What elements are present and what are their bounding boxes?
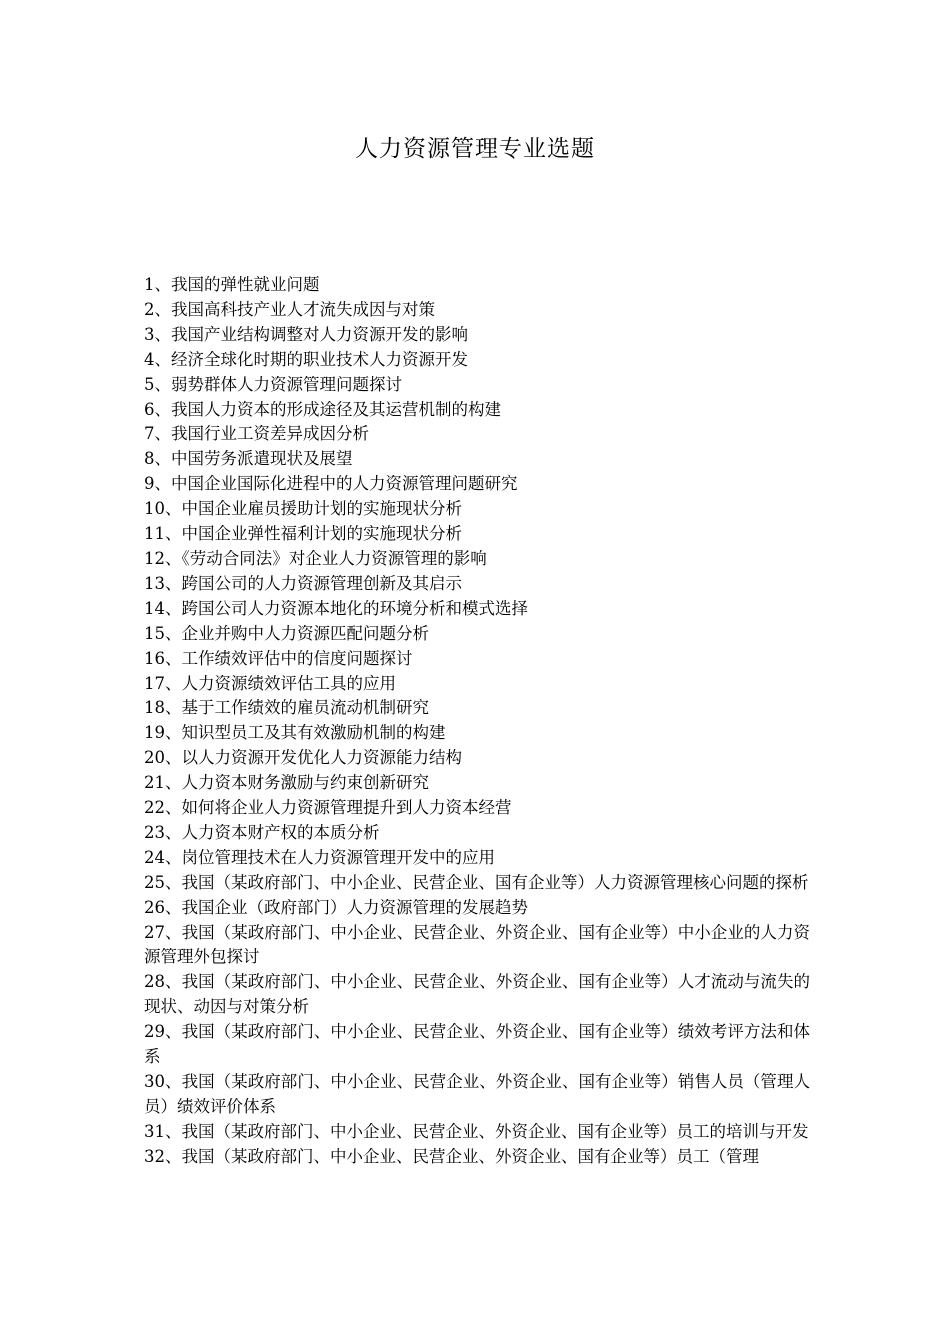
topic-item: 6、我国人力资本的形成途径及其运营机制的构建 [144, 399, 501, 419]
topic-item: 1、我国的弹性就业问题 [144, 275, 320, 294]
topic-item: 11、中国企业弹性福利计划的实施现状分析 [144, 524, 462, 544]
topic-item: 4、经济全球化时期的职业技术人力资源开发 [144, 349, 468, 369]
topic-item: 21、人力资本财务激励与约束创新研究 [144, 773, 429, 793]
topic-item: 20、以人力资源开发优化人力资源能力结构 [144, 748, 462, 768]
topic-item: 22、如何将企业人力资源管理提升到人力资本经营 [144, 798, 512, 818]
topic-item: 29、我国（某政府部门、中小企业、民营企业、外资企业、国有企业等）绩效考评方法和体系 [144, 1022, 810, 1067]
topic-item: 9、中国企业国际化进程中的人力资源管理问题研究 [144, 474, 518, 494]
topic-item: 13、跨国公司的人力资源管理创新及其启示 [144, 573, 462, 593]
topic-item: 12、《劳动合同法》对企业人力资源管理的影响 [144, 548, 487, 568]
topic-item: 26、我国企业（政府部门）人力资源管理的发展趋势 [144, 897, 528, 917]
document-title: 人力资源管理专业选题 [355, 136, 595, 162]
topic-item: 3、我国产业结构调整对人力资源开发的影响 [144, 324, 468, 344]
topic-item: 18、基于工作绩效的雇员流动机制研究 [144, 698, 429, 718]
topic-item: 30、我国（某政府部门、中小企业、民营企业、外资企业、国有企业等）销售人员（管理人员）绩效评价体系 [144, 1072, 810, 1116]
topic-item: 7、我国行业工资差异成因分析 [144, 424, 369, 444]
topic-item: 10、中国企业雇员援助计划的实施现状分析 [144, 499, 462, 519]
topic-item: 19、知识型员工及其有效激励机制的构建 [144, 723, 446, 743]
topic-item: 27、我国（某政府部门、中小企业、民营企业、外资企业、国有企业等）中小企业的人力资源管理外包探讨 [144, 922, 810, 967]
topic-item: 8、中国劳务派遣现状及展望 [144, 449, 353, 469]
topic-item: 32、我国（某政府部门、中小企业、民营企业、外资企业、国有企业等）员工（管理 [144, 1146, 759, 1166]
topic-item: 23、人力资本财产权的本质分析 [144, 822, 380, 842]
topic-item: 24、岗位管理技术在人力资源管理开发中的应用 [144, 847, 495, 867]
topic-item: 14、跨国公司人力资源本地化的环境分析和模式选择 [144, 598, 528, 618]
topic-item: 25、我国（某政府部门、中小企业、民营企业、国有企业等）人力资源管理核心问题的探析 [144, 872, 809, 892]
topic-item: 16、工作绩效评估中的信度问题探讨 [144, 648, 413, 668]
topic-item: 2、我国高科技产业人才流失成因与对策 [144, 299, 435, 319]
topic-item: 28、我国（某政府部门、中小企业、民营企业、外资企业、国有企业等）人才流动与流失的现状、动因与对策分析 [144, 972, 810, 1017]
topic-item: 5、弱势群体人力资源管理问题探讨 [144, 374, 402, 394]
topic-item: 17、人力资源绩效评估工具的应用 [144, 673, 396, 693]
topic-item: 15、企业并购中人力资源匹配问题分析 [144, 623, 429, 643]
topic-item: 31、我国（某政府部门、中小企业、民营企业、外资企业、国有企业等）员工的培训与开发 [144, 1121, 809, 1141]
topic-list [144, 273, 810, 1170]
